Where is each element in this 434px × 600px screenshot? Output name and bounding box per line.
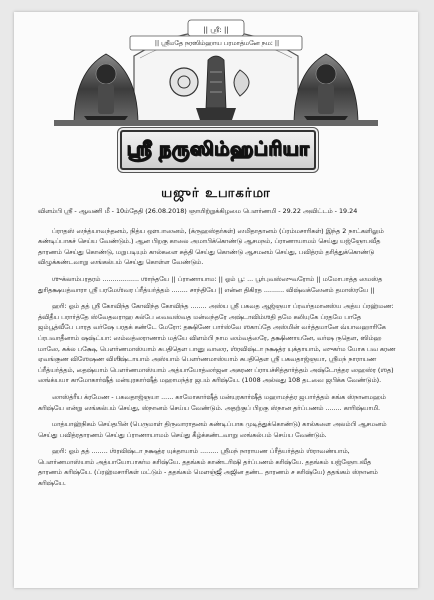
- paragraph: ஶுக்லாம்பரதரம் .................. ஶாந்தயே || ப்ராணாயாம: || ஓம் பூ: ... பூர்புவஸ்ஸுவரோம் || மமோபாத்த ஸமஸ்த துரிதக்ஷயத்வாரா ஸ்ரீ பரமேஶ்வர ப்ரீத்யர்த்தம் ........ சாந்தியே || என்ன திகிரத .......... விஷ்வக்ஸேனம் தமாஸ்ரயே ||: [38, 274, 383, 294]
- banner-mantra: || ஸ்ரீமதே நரஸிம்ஹாய பரமாத்மனே நம: ||: [154, 40, 280, 47]
- right-deity-emblem: [294, 54, 358, 124]
- left-deity-emblem: [74, 54, 138, 124]
- title-bar: [120, 130, 316, 170]
- paragraph: ப்ராதஸ் ஸந்த்யாவந்தனம், நித்ய ஔபாஸனம், (க்ருஹஸ்தர்கள்) ஸமிதாதானம் (ப்ரம்மசாரிகள்) இந்த 2 நாட்களிலும் கண்டிப்பாகச் செய்ய வேண்டும்.) ஆன பிறகு காலை அமாபிக்கொண்டு ஆசமநம், ப்ராணாயாமம் செய்து யஜ்ஞோபவீத தாரணம் செய்து கொண்டு, மறுபடியும் கால்களை சுத்தி செய்து கொண்டு ஆசமனம் செய்து, பவித்ரம் தரித்துக்கொண்டு விழுக்கண்டவாறு ஸங்கல்பம் செய்து கொள்ள வேண்டும்.: [38, 226, 384, 267]
- date-line: விளம்பி ஸ்ரீ - ஆவணி மீ - 10ம்தேதி (26.08.2018) ஞாயிற்றுக்கிழமை பௌர்ணமி - 29.22 அவிட்டம் - 19.24: [38, 207, 358, 215]
- paragraph: ஸாஸ்த்ரீய க்ரமேண - பகவதாஜ்ஞயா ...... காமோகார்ஷீத் மன்யுரகார்ஷீத் மஹாமந்த்ர ஜபார்த்தம் கங்க ஸ்நானமஹம் கரிஷ்யே என்று ஸங்கல்பம் செய்து, ஸ்நானம் செய்ய வேண்டும். அதற்குப் பிறகு ஸ்நான தர்ப்பணம் ........ காரிஷ்யாமி.: [38, 392, 386, 412]
- paragraph: மாத்யாஹ்நிகம் செய்தபின் (பெருமாள் திருவாராதனம் கண்டிப்பாக முடித்துக்கொண்டு) கால்களை அலம்பி ஆசமனம் செய்து பவித்ரதாரணம் செய்து ப்ராணாயாமம் செய்து கீழ்க்கண்டவாறு ஸங்கல்பம் செய்ய வேண்டும்.: [38, 420, 387, 439]
- paragraph: ஹரி: ஓம் தத் ........ ஶ்ரவிஷ்டா நக்ஷத்ர யுக்தாயாம் ......... ஸ்ரீமந் நாராயண ப்ரீத்யர்த்தம் ஶ்ராவண்யாம், பௌர்ணமாஸ்யாம் அத்யாயோபாகர்ம கரிஷ்யே. ததங்கம் காண்டரிஷி தர்ப்பணம் கரிஷ்யே. ததங்கம் யஜ்ஞோபவீத தாரணம் கரிஷ்யே. (ப்ரஹ்மசாரிகள் மட்டும் - ததங்கம் மௌஞ்ஜீ அஜின தண்ட தாரணம் ச கரிஷ்யே) ததங்கம் ஸ்நானம் கரிஷ்யே.: [38, 447, 378, 488]
- sri-invocation: || ஸ்ரீ: ||: [203, 26, 229, 34]
- page-title: ஸ்ரீ நருஸிம்ஹப்ரியா: [126, 137, 310, 160]
- paragraph: ஹரி: ஓம் தத் ஸ்ரீ கோவிந்த கோவிந்த கோவிந்த ........ அஸ்ய ஸ்ரீ பகவத ஆஜ்ஞயா ப்ரவர்தமானஸ்ய அத்ய ப்ரஹ்மண: த்விதீய பரார்த்தே ஸ்வேதவராஹ கல்பே வைவஸ்வத மன்வந்தரே அஷ்டாவிம்ஶதி தமே கலியுகே ப்ரதமே பாதே ஜம்பூத்வீபே பாரத வர்ஷே பரதக் கண்டே மேரோ: தக்ஷிணே பார்ஸ்வே ஶகாப்தே அஸ்மின் வர்த்தமானே வ்யாவஹாரிகே ப்ரபவாதீனாம் ஷஷ்ட்யா: ஸம்வத்ஸராணாம் மத்யே விளம்பி நாம ஸம்வத்ஸரே, தக்ஷிணாயனே, வர்ஷ ருதௌ, ஸிம்ஹ மாஸே, சுக்ல பக்ஷே, பௌர்ணமாஸ்யாம் சுபதிதௌ பானு வாஸர, ஶ்ரவிஷ்டா நக்ஷத்ர யுக்தாயாம், ஸுகர்ம யோக பவ கரண ஏவங்குண விஶேஷண விஶிஷ்டாயாம் அஸ்யாம் பௌர்ணமாஸ்யாம் சுபதிதௌ ஸ்ரீ பகவதாஜ்ஞயா, ஸ்ரீமந் நாராயண ப்ரீத்யர்த்தம், தைஷ்யாம் பௌர்ணமாஸ்யாம் அத்யாயோத்ஸர்ஜன அகரண ப்ராயச்சித்தார்த்தம் அஷ்டோத்தர ஸஹஸ்ர (ஶத) ஸங்க்யயா காமோகார்ஷீத் மன்யுரகார்ஷீத் மஹாமந்த்ர ஜபம் கரிஷ்யே. (1008 அல்லது 108 தடவை ஜபிக்க வேண்டும்).: [38, 302, 396, 385]
- document-page: [14, 12, 418, 588]
- document-body: [38, 206, 396, 495]
- subtitle: யஜுர் உபாகர்மா: [161, 186, 271, 201]
